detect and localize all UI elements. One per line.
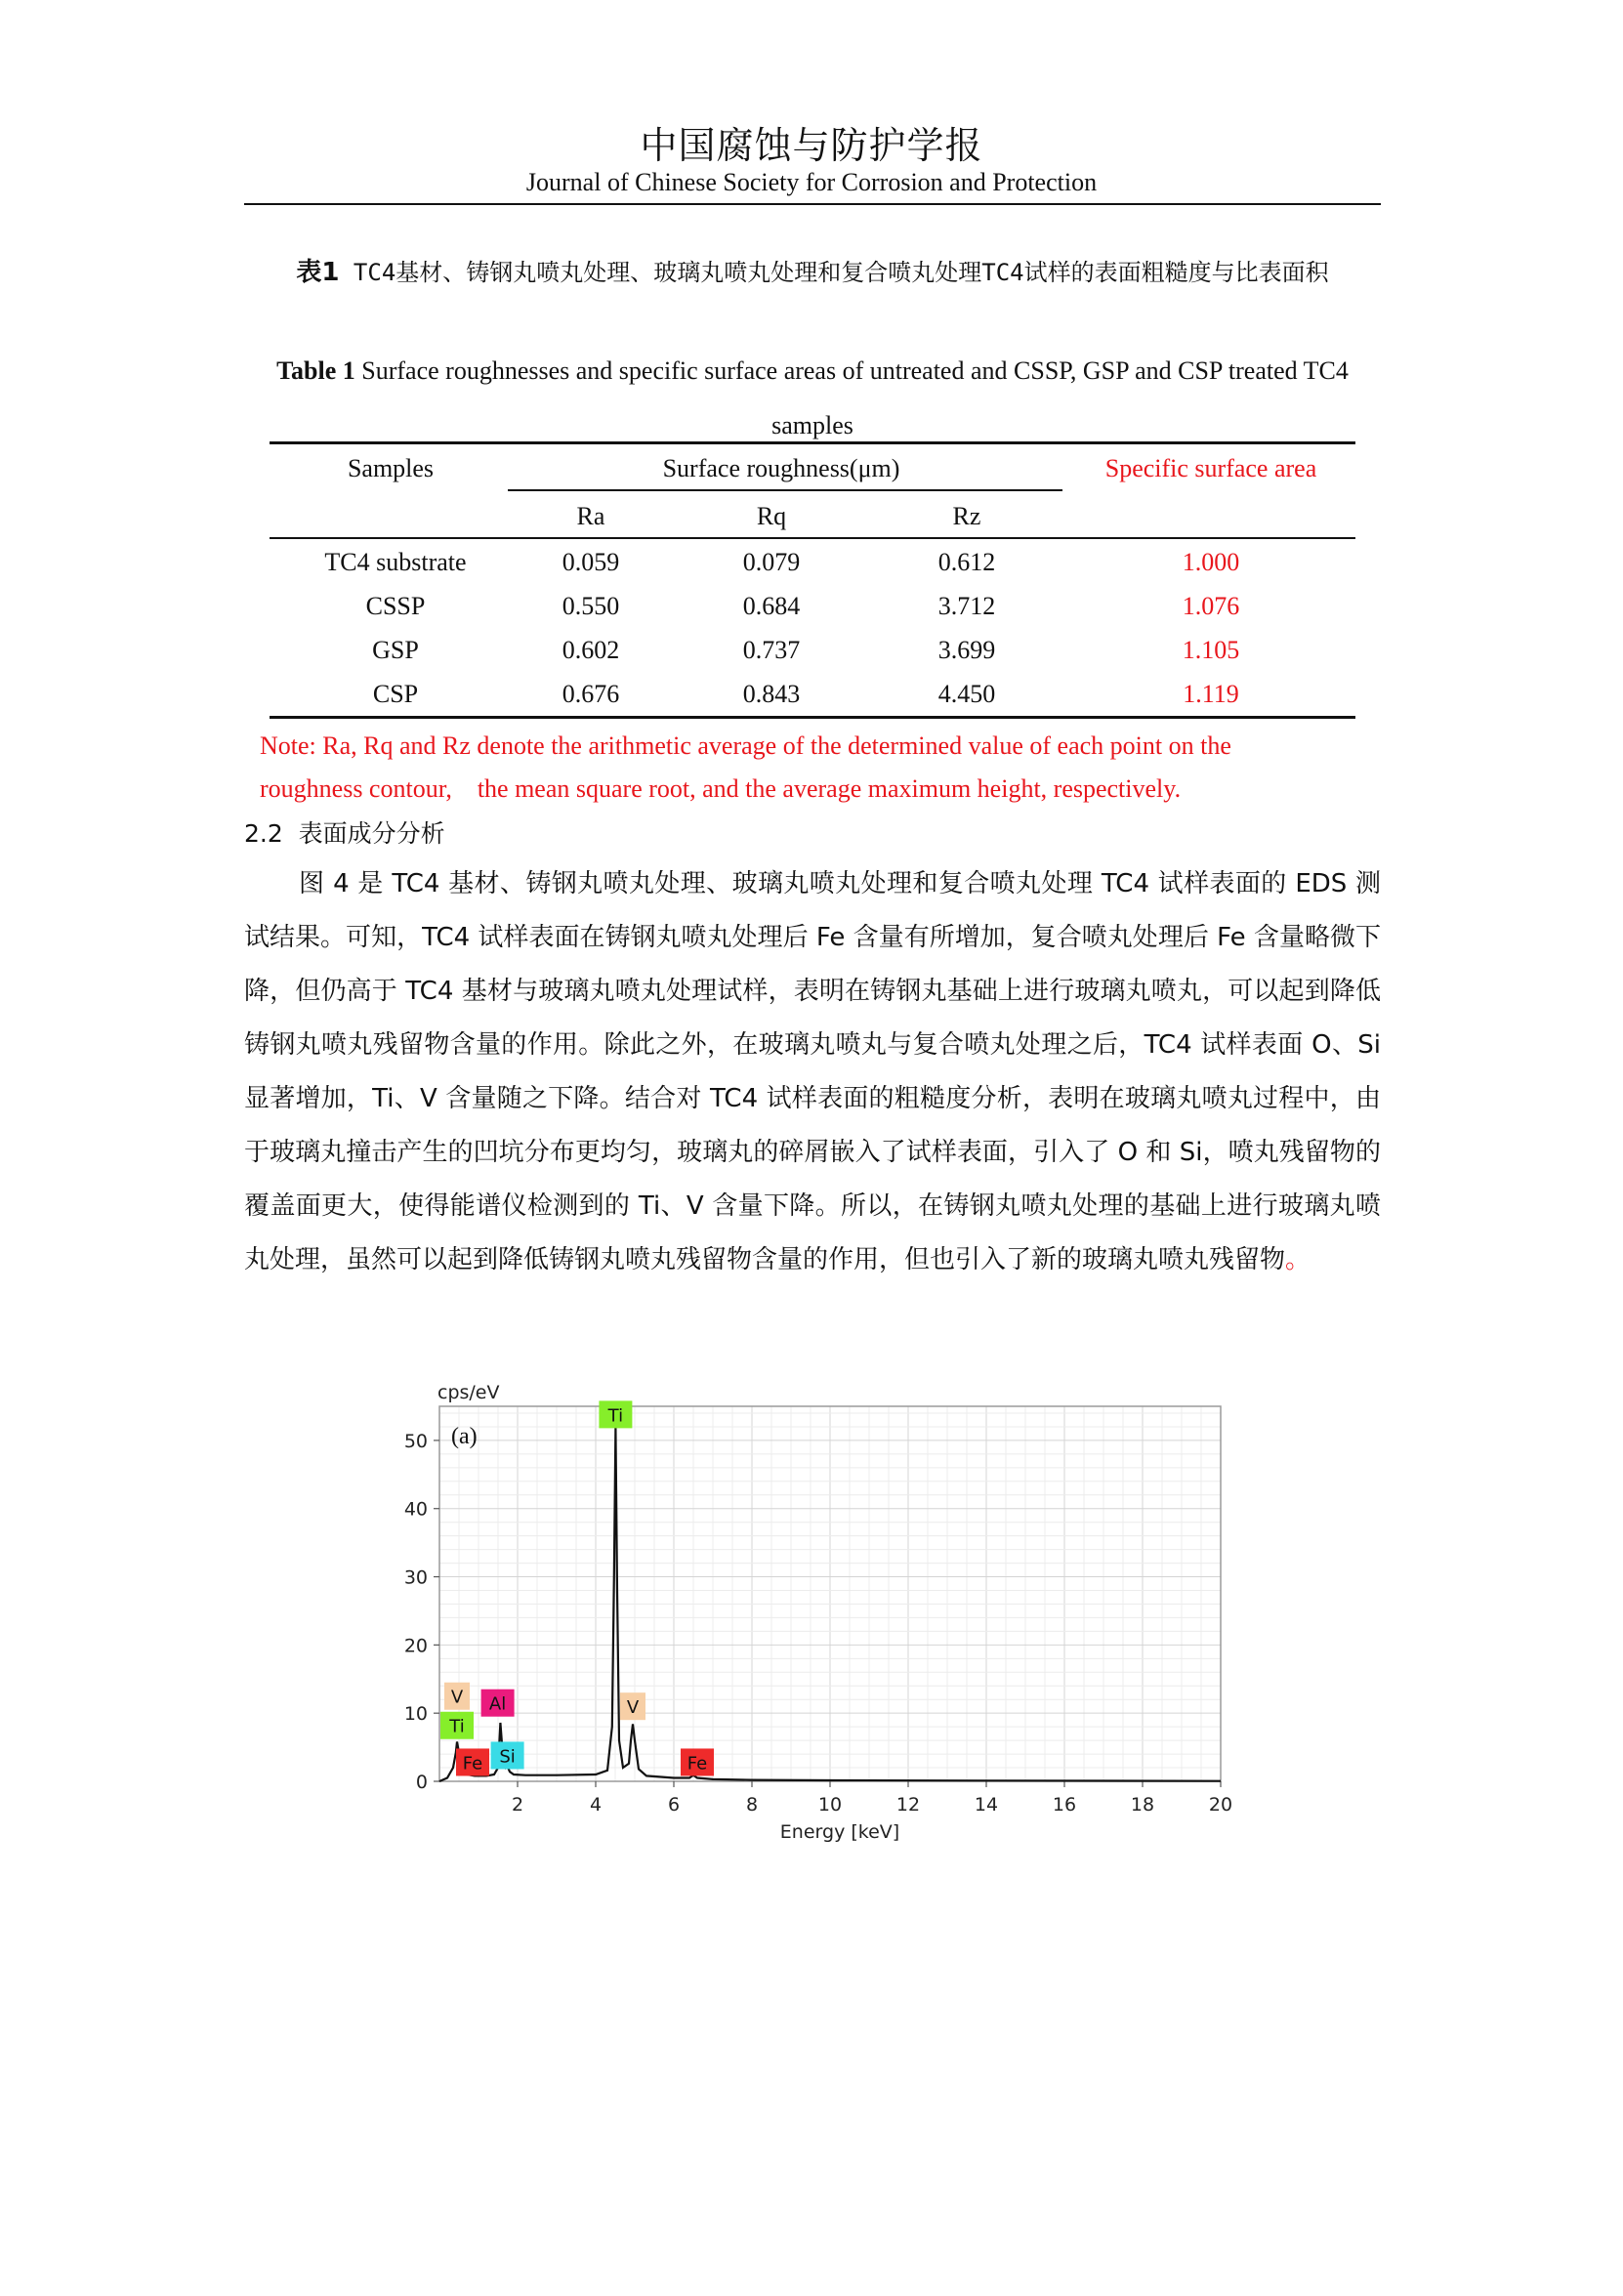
y-tick-label: 10 xyxy=(403,1703,428,1726)
peak-label-text: Fe xyxy=(462,1753,483,1774)
cell-sample: CSP xyxy=(372,680,419,708)
peak-label xyxy=(440,1712,474,1739)
peak-label-text: Ti xyxy=(607,1405,624,1427)
cell-sample: GSP xyxy=(372,636,419,664)
x-axis-label: Energy [keV] xyxy=(779,1821,900,1843)
cell-sample: CSSP xyxy=(365,592,426,620)
peak-labels xyxy=(440,1400,714,1775)
x-tick-label: 12 xyxy=(895,1794,921,1816)
header-rule xyxy=(244,203,1381,205)
cell-area: 1.076 xyxy=(1182,592,1240,620)
table-header-rule xyxy=(270,537,1355,539)
cell-rq: 0.079 xyxy=(742,548,801,576)
peak-label-text: Al xyxy=(488,1693,507,1715)
table-header-roughness: Surface roughness(μm) xyxy=(662,454,900,482)
table-bottom-rule xyxy=(270,716,1355,719)
table-subheader-ra: Ra xyxy=(576,502,605,530)
cell-sample: TC4 substrate xyxy=(324,548,467,576)
cell-area: 1.105 xyxy=(1182,636,1240,664)
peak-label xyxy=(620,1692,645,1720)
section-paragraph xyxy=(244,857,1381,1287)
x-tick-label: 2 xyxy=(511,1794,524,1816)
cell-rq: 0.684 xyxy=(742,592,801,620)
paragraph-body: 图 4 是 TC4 基材、铸钢丸喷丸处理、玻璃丸喷丸处理和复合喷丸处理 TC4 试样表面的 EDS 测试结果。可知，TC4 试样表面在铸钢丸喷丸处理后 Fe 含量有所增加，复合喷丸处理后 Fe 含量略微下降，但仍高于 TC4 基材与玻璃丸喷丸处理试样，表明在铸钢丸基础上进行玻璃丸喷丸，可以起到降低铸钢丸喷丸残留物含量的作用。除此之外，在玻璃丸喷丸与复合喷丸处理之后，TC4 试样表面 O、Si 显著增加，Ti、V 含量随之下降。结合对 TC4 试样表面的粗糙度分析，表明在玻璃丸喷丸过程中，由于玻璃丸撞击产生的凹坑分布更均匀，玻璃丸的碎屑嵌入了试样表面，引入了 O 和 Si，喷丸残留物的覆盖面更大，使得能谱仪检测到的 Ti、V 含量下降。所以，在铸钢丸喷丸处理的基础上进行玻璃丸喷丸处理，虽然可以起到降低铸钢丸喷丸残留物含量的作用，但也引入了新的玻璃丸喷丸残留物 xyxy=(244,869,1381,1274)
cell-rq: 0.737 xyxy=(742,636,801,664)
cell-area: 1.000 xyxy=(1182,548,1240,576)
y-tick-label: 20 xyxy=(403,1635,428,1657)
table-subheader-rq: Rq xyxy=(756,502,787,530)
cell-rz: 0.612 xyxy=(937,548,996,576)
x-tick-label: 8 xyxy=(745,1794,759,1816)
table-note xyxy=(260,725,1373,811)
peak-label xyxy=(599,1400,632,1428)
table-label-cn: 表1 xyxy=(296,258,340,287)
cell-ra: 0.676 xyxy=(562,680,620,708)
peak-label-text: V xyxy=(450,1687,464,1708)
peak-label xyxy=(681,1748,714,1775)
table-caption-en xyxy=(244,344,1381,453)
chart-grid xyxy=(439,1406,1221,1781)
cell-ra: 0.602 xyxy=(562,636,620,664)
eds-spectrum-chart xyxy=(391,1377,1250,1875)
peak-label xyxy=(491,1741,524,1769)
table-top-rule xyxy=(270,441,1355,444)
cell-rz: 4.450 xyxy=(937,680,996,708)
table-caption-en-text: Surface roughnesses and specific surface areas of untreated and CSSP, GSP and CSP treated TC4 samples xyxy=(354,356,1349,439)
x-tick-label: 6 xyxy=(667,1794,681,1816)
table-note-line2: roughness contour, the mean square root, and the average maximum height, respectively. xyxy=(260,774,1182,803)
table-header-area: Specific surface area xyxy=(1104,454,1317,482)
paragraph-end-mark: 。 xyxy=(1285,1245,1311,1274)
peak-label-text: Ti xyxy=(449,1716,465,1737)
table-subheader-rz: Rz xyxy=(952,502,981,530)
table-caption-cn-text: TC4基材、铸钢丸喷丸处理、玻璃丸喷丸处理和复合喷丸处理TC4试样的表面粗糙度与比表面积 xyxy=(339,259,1329,286)
cell-area: 1.119 xyxy=(1183,680,1239,708)
x-tick-label: 20 xyxy=(1208,1794,1233,1816)
journal-title-en: Journal of Chinese Society for Corrosion and Protection xyxy=(525,168,1098,196)
y-tick-label: 30 xyxy=(403,1566,428,1589)
cell-rq: 0.843 xyxy=(742,680,801,708)
x-tick-label: 10 xyxy=(817,1794,843,1816)
peak-label xyxy=(444,1683,470,1710)
table-roughness-rule xyxy=(508,489,1062,491)
panel-label: (a) xyxy=(451,1424,478,1449)
table-caption-cn xyxy=(244,252,1381,293)
y-ticks xyxy=(404,1431,439,1793)
x-tick-label: 18 xyxy=(1130,1794,1155,1816)
journal-title-cn: 中国腐蚀与防护学报 xyxy=(640,126,983,167)
table-header-samples: Samples xyxy=(347,454,435,482)
cell-ra: 0.059 xyxy=(562,548,620,576)
table-label-en: Table 1 xyxy=(276,356,355,385)
table-note-line1: Note: Ra, Rq and Rz denote the arithmetic average of the determined value of each point on the xyxy=(260,731,1231,760)
y-tick-label: 40 xyxy=(403,1498,428,1521)
x-tick-label: 14 xyxy=(974,1794,999,1816)
peak-label-text: Fe xyxy=(687,1753,708,1774)
x-tick-label: 16 xyxy=(1052,1794,1077,1816)
peak-label xyxy=(481,1690,515,1717)
cell-rz: 3.699 xyxy=(937,636,996,664)
y-tick-label: 0 xyxy=(415,1772,428,1793)
peak-label-text: V xyxy=(626,1697,640,1719)
peak-label-text: Si xyxy=(499,1746,516,1768)
y-tick-label: 50 xyxy=(403,1430,428,1452)
cell-ra: 0.550 xyxy=(562,592,620,620)
y-axis-label: cps/eV xyxy=(437,1382,500,1403)
x-ticks xyxy=(512,1781,1232,1816)
section-heading: 2.2 表面成分分析 xyxy=(244,819,445,848)
x-tick-label: 4 xyxy=(589,1794,603,1816)
peak-label xyxy=(456,1748,489,1775)
cell-rz: 3.712 xyxy=(937,592,996,620)
